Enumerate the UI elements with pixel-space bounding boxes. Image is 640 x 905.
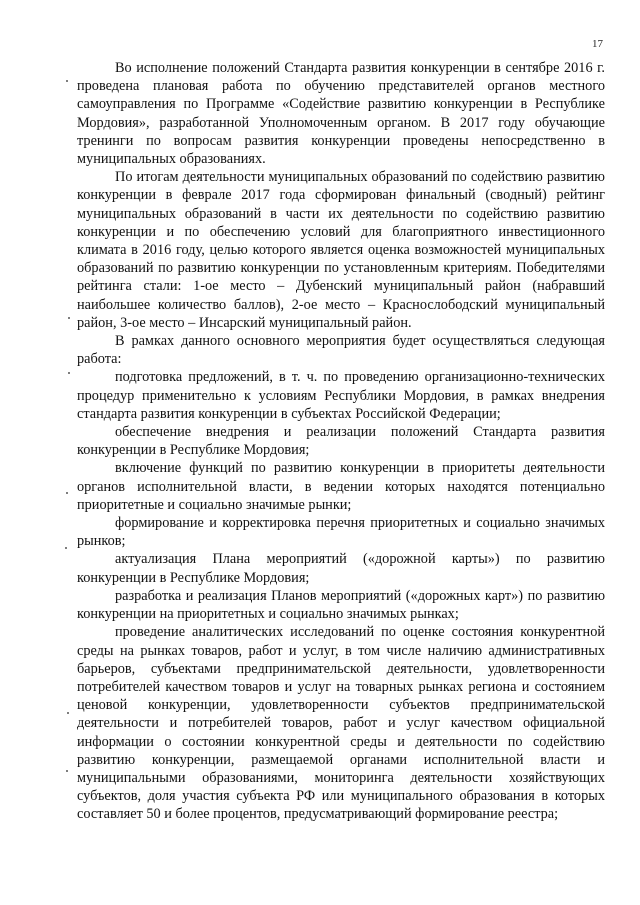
list-item-roadmaps-development: разработка и реализация Планов мероприятий («дорожных карт») по развитию конкуренции на приоритетных и социально значимых рынках; xyxy=(77,587,605,623)
scan-speck xyxy=(66,770,68,772)
paragraph-work-intro: В рамках данного основного мероприятия будет осуществляться следующая работа: xyxy=(77,333,605,368)
scan-speck xyxy=(66,80,68,82)
list-item-functions-inclusion: включение функций по развитию конкуренции в приоритеты деятельности органов исполнительной власти, в ведении которых находятся потенциально приоритетные и социально значимые рынки; xyxy=(77,460,605,513)
document-body xyxy=(77,59,605,824)
list-item-proposals: подготовка предложений, в т. ч. по проведению организационно-технических процедур применительно к условиям Республики Мордовия, в рамках внедрения стандарта развития конкуренции в субъектах Российской Федерации; xyxy=(77,369,605,422)
scan-speck xyxy=(66,492,68,494)
list-item-analytical-research: проведение аналитических исследований по оценке состояния конкурентной среды на рынках товаров, работ и услуг, в том числе наличию административных барьеров, субъектами предпринимательской деятельности, удовлетворенности потребителей качеством товаров и услуг на товарных рынках региона и состоянием ценовой конкуренции, удовлетворенности субъектов предпринимательской деятельности и потребителей товаров, работ и услуг качеством официальной информации о состоянии конкурентной среды и деятельности по содействию развитию конкуренции, размещаемой органами исполнительной власти и муниципальными образованиями, мониторинга деятельности хозяйствующих субъектов, доля участия субъекта РФ или муниципального образования в которых составляет 50 и более процентов, предусматривающий формирование реестра; xyxy=(77,624,605,823)
list-item-standard-implementation: обеспечение внедрения и реализации положений Стандарта развития конкуренции в Республике Мордовия; xyxy=(77,424,605,459)
paragraph-training: Во исполнение положений Стандарта развития конкуренции в сентябре 2016 г. проведена плановая работа по обучению представителей органов местного самоуправления по Программе «Содействие развитию конкуренции в Республике Мордовия», разработанной Уполномоченным органом. В 2017 году обучающие тренинги по вопросам развития конкуренции проведены непосредственно в муниципальных образованиях. xyxy=(77,60,605,168)
list-item-markets-list: формирование и корректировка перечня приоритетных и социально значимых рынков; xyxy=(77,515,605,550)
scan-speck xyxy=(68,372,70,374)
paragraph-rating: По итогам деятельности муниципальных образований по содействию развитию конкуренции в феврале 2017 года сформирован финальный (сводный) рейтинг муниципальных образований в части их деятельности по содействию развитию конкуренции и по обеспечению условий для благоприятного инвестиционного климата в 2016 году, целью которого является оценка возможностей муниципальных образований по развитию конкуренции по установленным критериям. Победителями рейтинга стали: 1-ое место – Дубенский муниципальный район (набравший наибольшее количество баллов), 2-ое место – Краснослободский муниципальный район, 3-ое место – Инсарский муниципальный район. xyxy=(77,169,605,331)
scan-speck xyxy=(67,712,69,714)
scan-speck xyxy=(65,547,67,549)
scan-speck xyxy=(68,317,70,319)
page-number: 17 xyxy=(592,38,603,50)
list-item-roadmap-update: актуализация Плана мероприятий («дорожной карты») по развитию конкуренции в Республике Мордовия; xyxy=(77,551,605,586)
